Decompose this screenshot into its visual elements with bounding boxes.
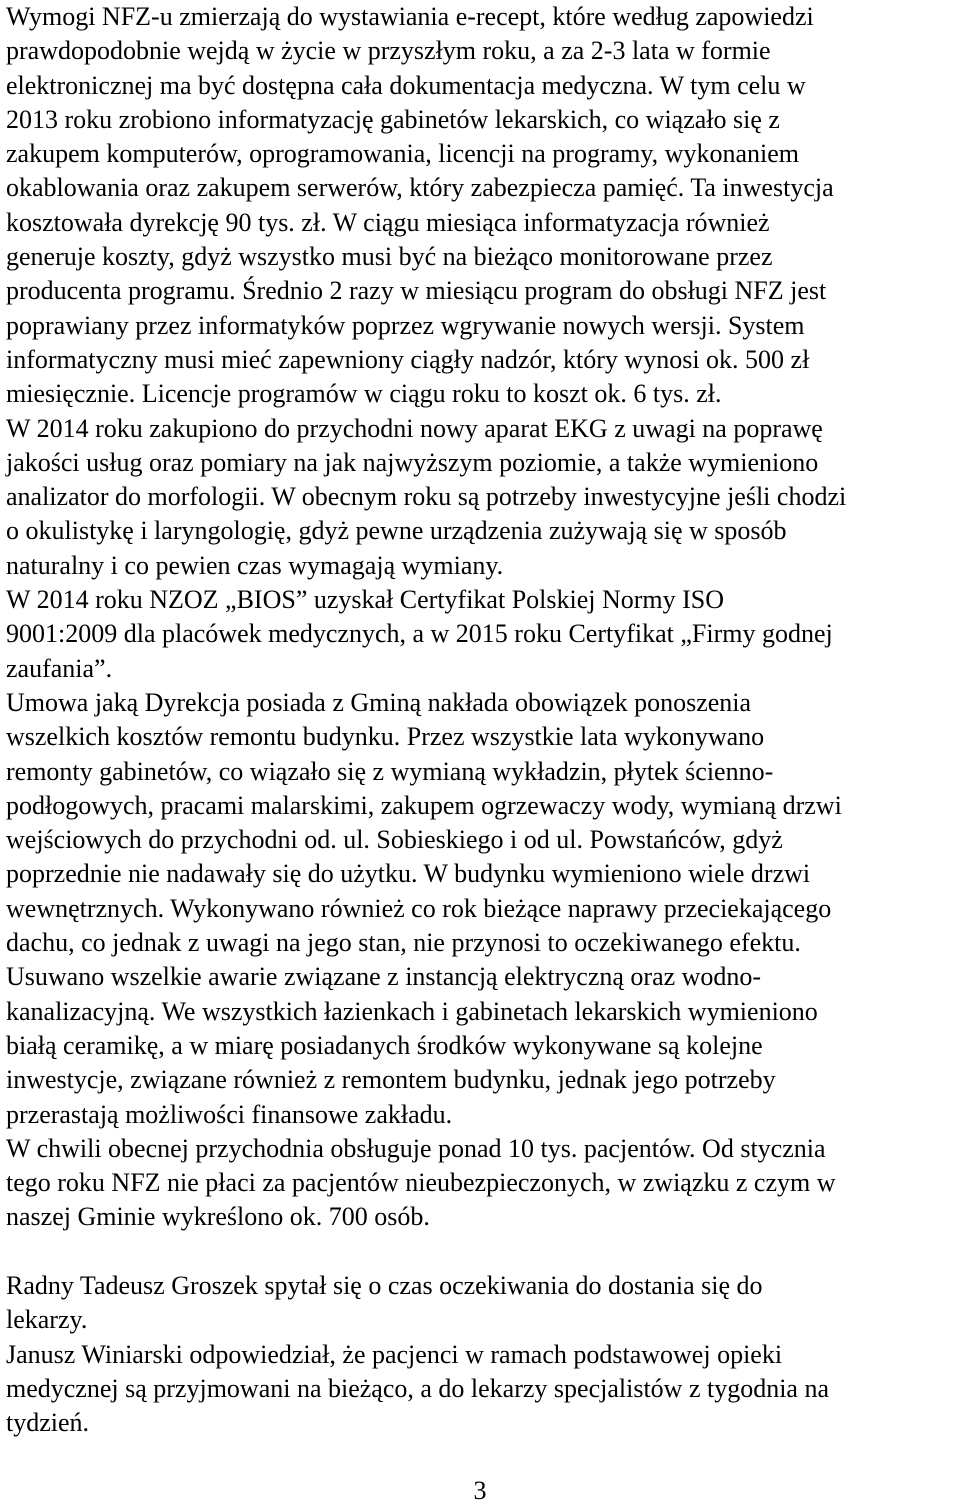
text-line: prawdopodobnie wejdą w życie w przyszłym roku, a za 2-3 lata w formie [6, 36, 771, 66]
document-body [6, 0, 958, 1440]
text-line: wejściowych do przychodni od. ul. Sobieskiego i od ul. Powstańców, gdyż [6, 825, 783, 855]
text-line: kosztowała dyrekcję 90 tys. zł. W ciągu miesiąca informatyzacja również [6, 207, 770, 237]
paragraph-spacer [6, 1235, 958, 1269]
text-line: inwestycje, związane również z remontem budynku, jednak jego potrzeby [6, 1065, 776, 1095]
text-line: podłogowych, pracami malarskimi, zakupem ogrzewaczy wody, wymianą drzwi [6, 790, 842, 820]
text-line: o okulistykę i laryngologię, gdyż pewne urządzenia zużywają się w sposób [6, 516, 787, 546]
text-line: okablowania oraz zakupem serwerów, który zabezpiecza pamięć. Ta inwestycja [6, 173, 834, 203]
paragraph-it-investment [6, 0, 958, 412]
text-line: poprzednie nie nadawały się do użytku. W budynku wymieniono wiele drzwi [6, 859, 811, 889]
text-line: poprawiany przez informatyków poprzez wgrywanie nowych wersji. System [6, 310, 805, 340]
text-line: 2013 roku zrobiono informatyzację gabinetów lekarskich, co wiązało się z [6, 104, 780, 134]
text-line: wewnętrznych. Wykonywano również co rok bieżące naprawy przeciekającego [6, 893, 832, 923]
text-line: analizator do morfologii. W obecnym roku są potrzeby inwestycyjne jeśli chodzi [6, 482, 847, 512]
text-line: wszelkich kosztów remontu budynku. Przez wszystkie lata wykonywano [6, 722, 765, 752]
text-line: W chwili obecnej przychodnia obsługuje ponad 10 tys. pacjentów. Od stycznia [6, 1133, 826, 1163]
text-line: kanalizacyjną. We wszystkich łazienkach i gabinetach lekarskich wymieniono [6, 996, 818, 1026]
text-line: białą ceramikę, a w miarę posiadanych środków wykonywane są kolejne [6, 1030, 763, 1060]
text-line: zaufania”. [6, 653, 113, 683]
paragraph-iso-certificate [6, 583, 958, 686]
paragraph-building-renovation [6, 686, 958, 1132]
text-line: przerastają możliwości finansowe zakładu. [6, 1099, 453, 1129]
text-line: naturalny i co pewien czas wymagają wymiany. [6, 550, 504, 580]
text-line: 9001:2009 dla placówek medycznych, a w 2015 roku Certyfikat „Firmy godnej [6, 619, 833, 649]
text-line: producenta programu. Średnio 2 razy w miesiącu program do obsługi NFZ jest [6, 276, 827, 306]
text-line: zakupem komputerów, oprogramowania, licencji na programy, wykonaniem [6, 139, 799, 169]
text-line: Janusz Winiarski odpowiedział, że pacjenci w ramach podstawowej opieki [6, 1339, 783, 1369]
text-line: Umowa jaką Dyrekcja posiada z Gminą nakłada obowiązek ponoszenia [6, 687, 752, 717]
text-line: elektronicznej ma być dostępna cała dokumentacja medyczna. W tym celu w [6, 70, 806, 100]
text-line: Usuwano wszelkie awarie związane z instancją elektryczną oraz wodno- [6, 962, 762, 992]
text-line: generuje koszty, gdyż wszystko musi być na bieżąco monitorowane przez [6, 242, 773, 272]
text-line: tydzień. [6, 1408, 90, 1438]
text-line: W 2014 roku zakupiono do przychodni nowy aparat EKG z uwagi na poprawę [6, 413, 823, 443]
paragraph-patient-count [6, 1132, 958, 1235]
text-line: W 2014 roku NZOZ „BIOS” uzyskał Certyfikat Polskiej Normy ISO [6, 585, 725, 615]
text-line: Radny Tadeusz Groszek spytał się o czas oczekiwania do dostania się do [6, 1270, 763, 1300]
text-line: informatyczny musi mieć zapewniony ciągły nadzór, który wynosi ok. 500 zł [6, 344, 810, 374]
text-line: miesięcznie. Licencje programów w ciągu roku to koszt ok. 6 tys. zł. [6, 379, 722, 409]
paragraph-councillor-question [6, 1269, 958, 1338]
paragraph-director-answer [6, 1338, 958, 1441]
text-line: Wymogi NFZ-u zmierzają do wystawiania e-recept, które według zapowiedzi [6, 2, 814, 31]
text-line: remonty gabinetów, co wiązało się z wymianą wykładzin, płytek ścienno- [6, 756, 774, 786]
text-line: lekarzy. [6, 1305, 88, 1335]
text-line: tego roku NFZ nie płaci za pacjentów nieubezpieczonych, w związku z czym w [6, 1168, 836, 1198]
page-number: 3 [473, 1476, 487, 1505]
text-line: naszej Gminie wykreślono ok. 700 osób. [6, 1202, 430, 1232]
text-line: dachu, co jednak z uwagi na jego stan, nie przynosi to oczekiwanego efektu. [6, 928, 801, 958]
text-line: medycznej są przyjmowani na bieżąco, a do lekarzy specjalistów z tygodnia na [6, 1373, 830, 1403]
paragraph-ekg-equipment [6, 412, 958, 583]
text-line: jakości usług oraz pomiary na jak najwyższym poziomie, a także wymieniono [6, 447, 819, 477]
